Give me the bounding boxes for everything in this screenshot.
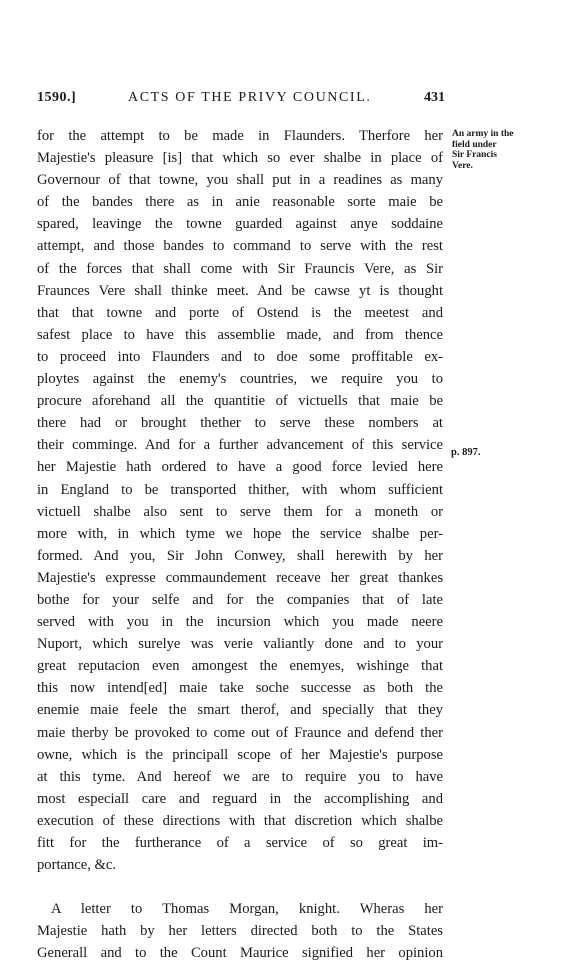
- text-line: Nuport, which surelye was verie valiantly done and to your: [37, 636, 443, 653]
- text-line: this now intend[ed] maie take soche successe as both the: [37, 680, 443, 697]
- header-year: 1590.]: [37, 90, 77, 105]
- text-line: that that towne and porte of Ostend is the meetest and: [37, 304, 443, 321]
- margin-note-line: An army in the: [452, 129, 514, 139]
- text-line: fitt for the furtherance of a service of so great im-: [37, 835, 443, 851]
- text-line: most especiall care and reguard in the accomplishing and: [37, 790, 443, 807]
- margin-note-line: field under: [452, 139, 497, 150]
- body-text: [37, 125, 443, 964]
- text-line: safest place to have this assemblie made, and from thence: [37, 326, 443, 343]
- text-line: owne, which is the principall scope of her Majestie's purpose: [37, 746, 443, 763]
- text-line: Majestie's expresse commaundement receave her great thankes: [37, 569, 443, 586]
- text-line: her Majestie hath ordered to have a good force levied here: [37, 459, 443, 476]
- text-line: in England to be transported thither, with whom sufficient: [37, 481, 443, 498]
- margin-note: [452, 129, 564, 171]
- margin-note-line: Vere.: [452, 160, 473, 171]
- text-line: enemie maie feele the smart therof, and specially that they: [37, 702, 443, 719]
- text-line: great reputacion even amongest the enemyes, wishinge that: [37, 658, 443, 675]
- text-line: ploytes against the enemy's countries, we require you to: [37, 371, 443, 388]
- text-line: there had or brought thether to serve these nombers at: [37, 415, 443, 432]
- header-title: ACTS OF THE PRIVY COUNCIL.: [128, 90, 372, 105]
- text-line: procure aforehand all the quantitie of victuells that maie be: [37, 393, 443, 410]
- text-line: A letter to Thomas Morgan, knight. Wheras her: [51, 901, 443, 918]
- text-line: to proceed into Flaunders and to doe some proffitable ex-: [37, 348, 443, 365]
- text-line: of the forces that shall come with Sir Frauncis Vere, as Sir: [37, 260, 443, 277]
- paragraph: [37, 898, 443, 964]
- text-line: their comminge. And for a further advancement of this service: [37, 437, 443, 454]
- text-line: Generall and to the Count Maurice signified her opinion: [37, 945, 443, 962]
- text-line: bothe for your selfe and for the companies that of late: [37, 591, 443, 608]
- text-line: Fraunces Vere shall thinke meet. And be cawse yt is thought: [37, 282, 443, 299]
- text-line: execution of these directions with that discretion which shalbe: [37, 812, 443, 829]
- text-line: portance, &c.: [37, 857, 117, 874]
- text-line: more with, in which tyme we hope the service shalbe per-: [37, 525, 443, 542]
- text-line: Majestie hath by her letters directed both to the States: [37, 923, 443, 940]
- text-line: Majestie's pleasure [is] that which so ever shalbe in place of: [37, 150, 443, 167]
- text-line: formed. And you, Sir John Conwey, shall herewith by her: [37, 547, 443, 564]
- paragraph-gap: [37, 876, 443, 898]
- page-reference: p. 897.: [451, 447, 481, 458]
- text-line: of the bandes there as in anie reasonable sorte maie be: [37, 194, 443, 211]
- text-line: maie therby be provoked to come out of Fraunce and defend ther: [37, 724, 443, 741]
- text-line: spared, leavinge the towne guarded against anye soddaine: [37, 216, 443, 233]
- margin-note-line: Sir Francis: [452, 150, 497, 160]
- text-line: at this tyme. And hereof we are to require you to have: [37, 768, 443, 785]
- page-number: 431: [424, 90, 445, 105]
- text-line: attempt, and those bandes to command to serve with the rest: [37, 238, 443, 255]
- running-header: [0, 90, 567, 110]
- paragraph: [37, 125, 443, 876]
- text-line: Governour of that towne, you shall put in a readines as many: [37, 172, 443, 189]
- text-line: victuell shalbe also sent to serve them for a moneth or: [37, 503, 443, 520]
- text-line: served with you in the incursion which you made neere: [37, 614, 443, 631]
- text-line: for the attempt to be made in Flaunders. Therfore her: [37, 128, 443, 144]
